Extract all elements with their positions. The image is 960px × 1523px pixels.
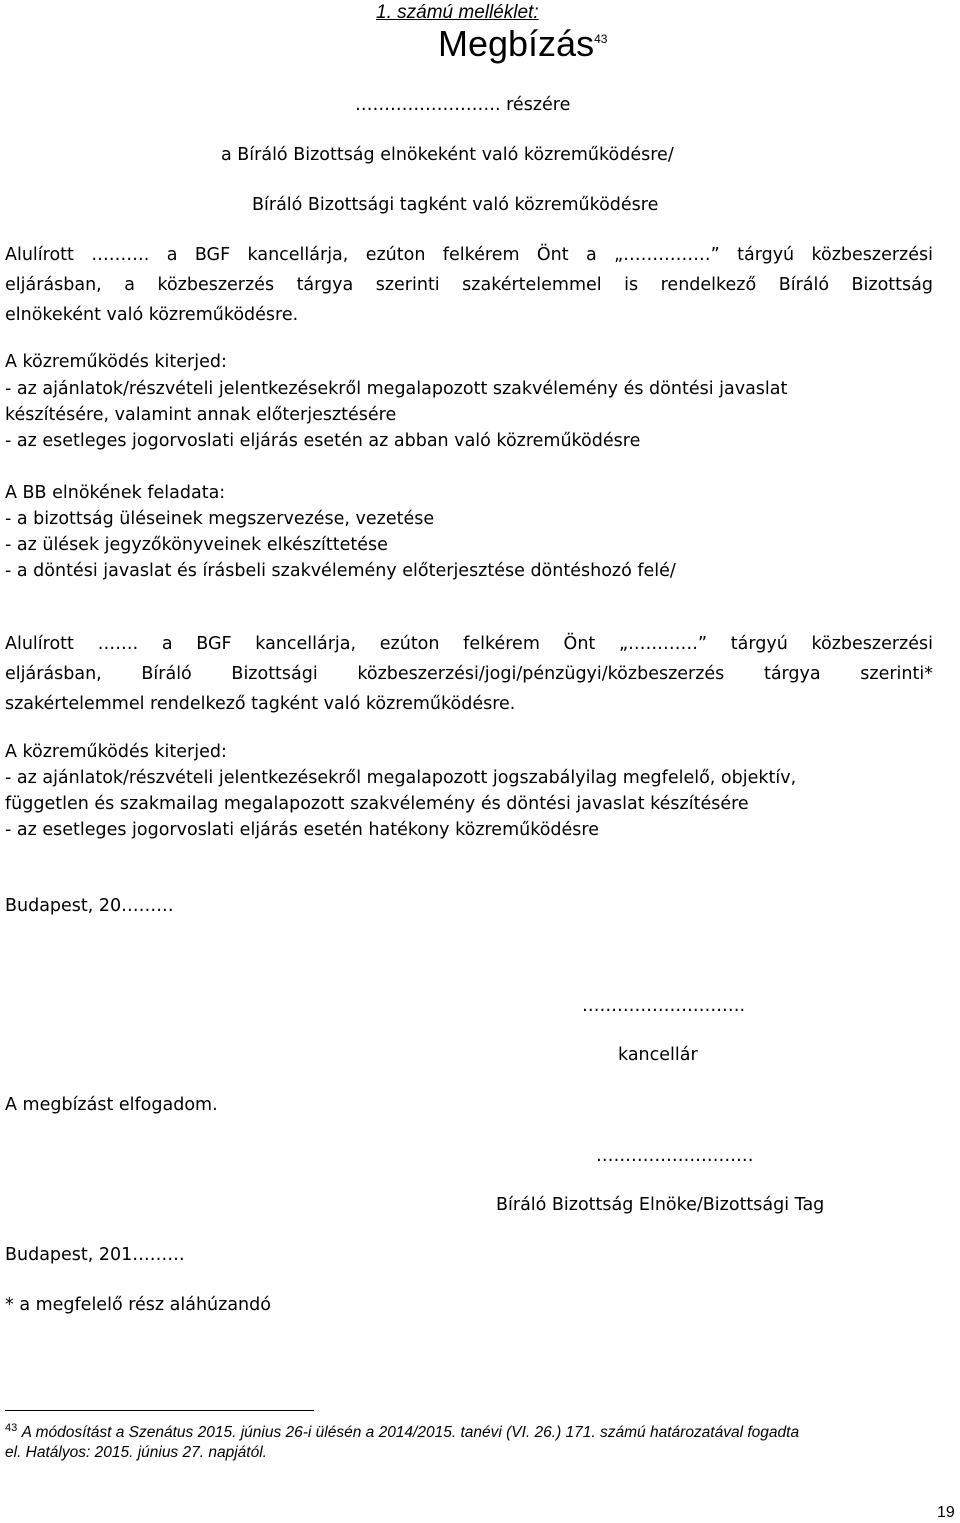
addressee-line-3: Bíráló Bizottsági tagként való közreműködésre <box>252 195 659 215</box>
section1-tasks-heading: A BB elnökének feladata: <box>5 483 226 503</box>
chancellor-label: kancellár <box>618 1045 698 1065</box>
chair-signature-line: ……………………… <box>596 1146 754 1166</box>
section2-para-line-2: eljárásban, Bíráló Bizottsági közbeszerzési/jogi/pénzügyi/közbeszerzés tárgya szerinti* <box>5 664 933 684</box>
addressee-line-1: ……………………. részére <box>355 95 571 115</box>
chancellor-signature-line: ………………………. <box>582 996 746 1016</box>
section1-para-line-1: Alulírott ………. a BGF kancellárja, ezúton felkérem Önt a „……………” tárgyú közbeszerzési <box>5 245 933 265</box>
place-date-1: Budapest, 20……… <box>5 896 174 916</box>
section1-task-3: - a döntési javaslat és írásbeli szakvélemény előterjesztése döntéshozó felé/ <box>5 561 676 581</box>
place-date-2: Budapest, 201……… <box>5 1245 185 1265</box>
section1-scope-line-1: - az ajánlatok/részvételi jelentkezésekről megalapozott szakvélemény és döntési javaslat <box>5 379 788 399</box>
chair-label: Bíráló Bizottság Elnöke/Bizottsági Tag <box>496 1195 825 1215</box>
section1-scope-line-3: - az esetleges jogorvoslati eljárás esetén az abban való közreműködésre <box>5 431 641 451</box>
footnote-line-2: el. Hatályos: 2015. június 27. napjától. <box>5 1444 267 1461</box>
section2-para-line-1: Alulírott ……. a BGF kancellárja, ezúton felkérem Önt „…………” tárgyú közbeszerzési <box>5 634 933 654</box>
underline-note: * a megfelelő rész aláhúzandó <box>5 1295 271 1315</box>
page-title-block <box>438 23 607 65</box>
page-title: Megbízás <box>438 23 595 64</box>
section1-para-line-2: eljárásban, a közbeszerzés tárgya szerinti szakértelemmel is rendelkező Bíráló Bizottság <box>5 275 933 295</box>
section1-task-1: - a bizottság üléseinek megszervezése, vezetése <box>5 509 435 529</box>
section1-para-line-3: elnökeként való közreműködésre. <box>5 305 299 325</box>
acceptance-text: A megbízást elfogadom. <box>5 1095 218 1115</box>
section2-scope-line-2: független és szakmailag megalapozott szakvélemény és döntési javaslat készítésére <box>5 794 749 814</box>
footnote-line-1 <box>5 1422 799 1442</box>
footnote-separator <box>5 1410 314 1411</box>
section2-scope-heading: A közreműködés kiterjed: <box>5 742 227 762</box>
section2-scope-line-1: - az ajánlatok/részvételi jelentkezésekről megalapozott jogszabályilag megfelelő, objektív, <box>5 768 797 788</box>
addressee-line-2: a Bíráló Bizottság elnökeként való közreműködésre/ <box>221 145 674 165</box>
annex-label: 1. számú melléklet: <box>376 2 539 23</box>
section2-para-line-3: szakértelemmel rendelkező tagként való közreműködésre. <box>5 694 516 714</box>
title-footnote-ref: 43 <box>594 32 608 46</box>
footnote-text-1: A módosítást a Szenátus 2015. június 26-i ülésén a 2014/2015. tanévi (VI. 26.) 171. számú határozatával fogadta <box>21 1424 800 1442</box>
page-number: 19 <box>937 1504 955 1521</box>
section2-scope-line-3: - az esetleges jogorvoslati eljárás esetén hatékony közreműködésre <box>5 820 600 840</box>
footnote-number: 43 <box>5 1422 18 1434</box>
section1-scope-line-2: készítésére, valamint annak előterjesztésére <box>5 405 397 425</box>
section1-task-2: - az ülések jegyzőkönyveinek elkészíttetése <box>5 535 388 555</box>
section1-scope-heading: A közreműködés kiterjed: <box>5 352 227 372</box>
